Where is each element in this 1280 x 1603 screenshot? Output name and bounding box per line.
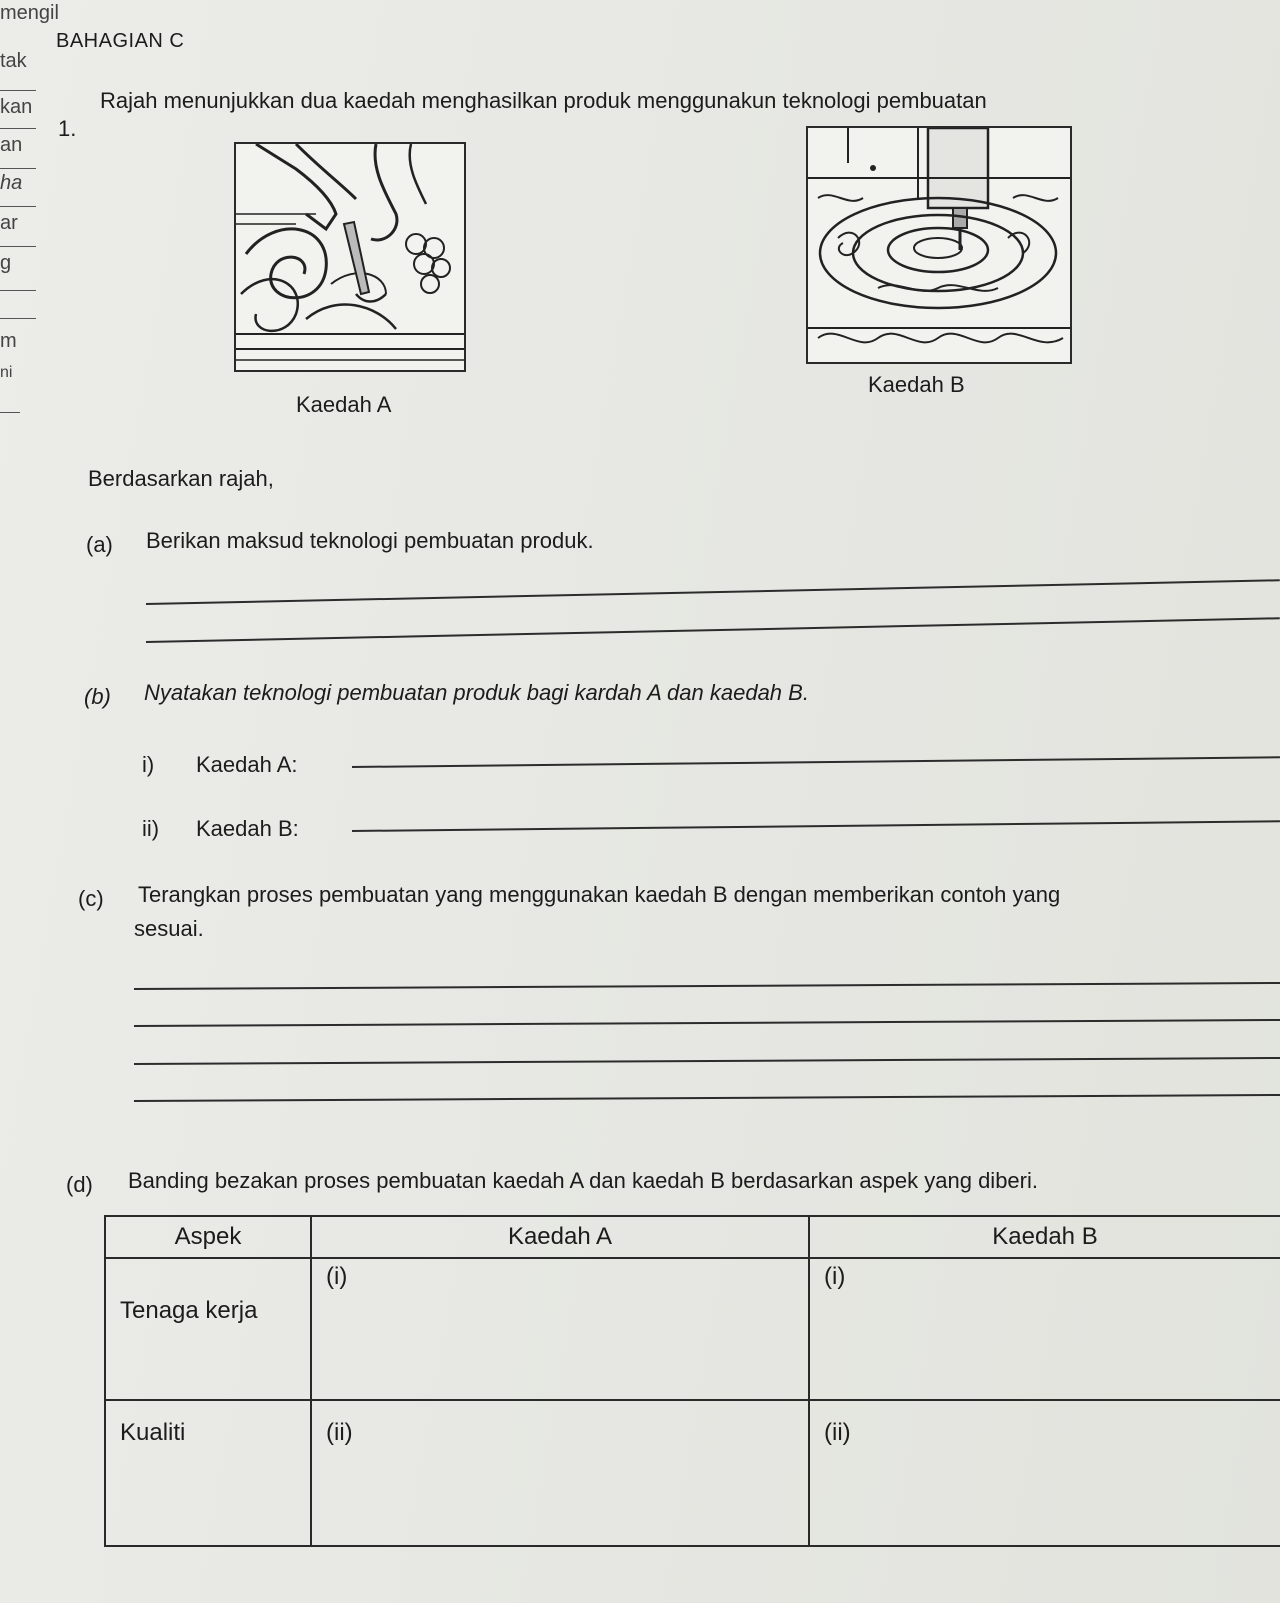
margin-rule <box>0 412 20 413</box>
aspect-cell <box>105 1258 311 1400</box>
question-intro: Rajah menunjukkan dua kaedah menghasilkan produk menggunakun teknologi pembuatan <box>100 88 987 113</box>
margin-fragment: mengil <box>0 2 59 24</box>
question-number: 1. <box>58 116 77 141</box>
answer-cell-kaedah-b[interactable] <box>809 1258 1280 1400</box>
answer-line[interactable] <box>146 617 1280 643</box>
answer-cell-kaedah-a[interactable] <box>311 1400 809 1546</box>
part-b-text: Nyatakan teknologi pembuatan produk bagi kardah A dan kaedah B. <box>144 680 809 705</box>
table-row <box>105 1400 1280 1546</box>
margin-fragment: an <box>0 134 23 156</box>
answer-line[interactable] <box>134 1057 1280 1065</box>
part-a-label: (a) <box>86 532 113 557</box>
margin-fragment: ni <box>0 364 13 381</box>
answer-mark: (i) <box>326 1263 348 1290</box>
answer-line-kaedah-a[interactable] <box>352 756 1280 768</box>
part-b-label: (b) <box>84 684 111 709</box>
margin-rule <box>0 318 36 319</box>
part-d-text: Banding bezakan proses pembuatan kaedah A dan kaedah B berdasarkan aspek yang diberi. <box>128 1168 1038 1193</box>
margin-rule <box>0 206 36 207</box>
margin-rule <box>0 246 36 247</box>
margin-fragment: tak <box>0 50 27 72</box>
aspect-label: Kualiti <box>120 1419 186 1446</box>
figure-kaedah-a <box>234 142 466 372</box>
part-b-item-i-text: Kaedah A: <box>196 752 298 777</box>
header-aspek: Aspek <box>105 1216 311 1258</box>
answer-line[interactable] <box>146 579 1280 605</box>
question-lead: Berdasarkan rajah, <box>88 466 274 491</box>
margin-rule <box>0 90 36 91</box>
answer-mark: (i) <box>824 1263 846 1290</box>
aspect-cell <box>105 1400 311 1546</box>
comparison-table <box>104 1215 1280 1547</box>
answer-line-kaedah-b[interactable] <box>352 820 1280 832</box>
margin-fragment: m <box>0 330 17 352</box>
part-a-text: Berikan maksud teknologi pembuatan produk. <box>146 528 594 553</box>
margin-fragment: g <box>0 252 12 274</box>
margin-fragment: ha <box>0 172 23 194</box>
part-b-item-i-label: i) <box>142 752 155 777</box>
answer-cell-kaedah-a[interactable] <box>311 1258 809 1400</box>
figure-kaedah-b <box>806 126 1072 364</box>
part-b-item-ii-label: ii) <box>142 816 160 841</box>
aspect-label: Tenaga kerja <box>120 1297 258 1324</box>
part-c-text-line1: Terangkan proses pembuatan yang menggunakan kaedah B dengan memberikan contoh yang <box>138 882 1061 907</box>
margin-fragment: kan <box>0 96 33 118</box>
table-header-row <box>105 1216 1280 1258</box>
margin-rule <box>0 128 36 129</box>
figure-a-caption: Kaedah A <box>296 392 392 417</box>
header-kaedah-a: Kaedah A <box>311 1216 809 1258</box>
margin-fragment: ar <box>0 212 18 234</box>
answer-mark: (ii) <box>326 1419 353 1446</box>
answer-line[interactable] <box>134 982 1280 990</box>
answer-line[interactable] <box>134 1094 1280 1102</box>
margin-rule <box>0 168 36 169</box>
margin-rule <box>0 290 36 291</box>
table-row <box>105 1258 1280 1400</box>
header-kaedah-b: Kaedah B <box>809 1216 1280 1258</box>
part-c-label: (c) <box>78 886 104 911</box>
answer-cell-kaedah-b[interactable] <box>809 1400 1280 1546</box>
part-c-text-line2: sesuai. <box>134 916 204 941</box>
section-title: BAHAGIAN C <box>56 30 185 52</box>
part-d-label: (d) <box>66 1172 93 1197</box>
answer-line[interactable] <box>134 1019 1280 1027</box>
figure-b-caption: Kaedah B <box>868 372 965 397</box>
part-b-item-ii-text: Kaedah B: <box>196 816 299 841</box>
answer-mark: (ii) <box>824 1419 851 1446</box>
